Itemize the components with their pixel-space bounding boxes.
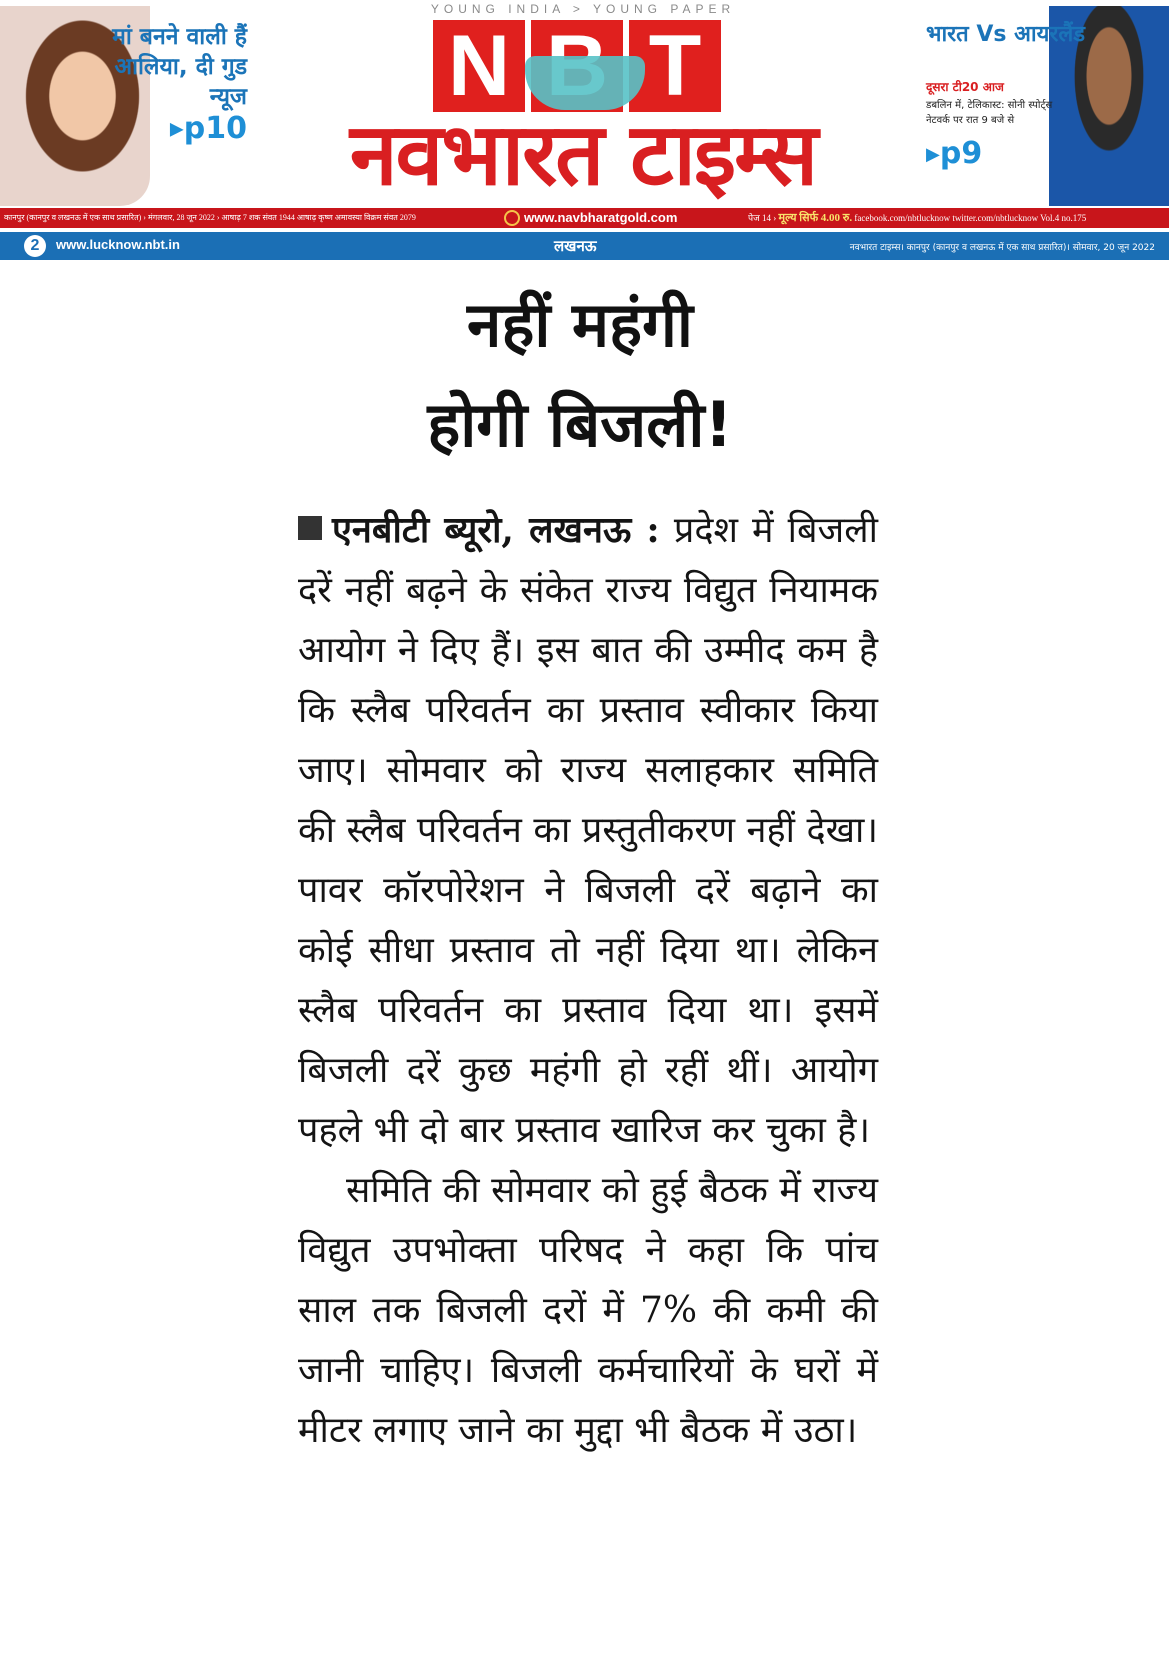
promo-left-page[interactable]: ▶p10 xyxy=(169,111,247,146)
masthead-title: नवभारत टाइम्स xyxy=(349,105,817,205)
article-paragraph-2 xyxy=(298,1161,878,1461)
dateline xyxy=(0,208,1169,228)
headline-line-2: होगी बिजली! xyxy=(427,388,733,461)
article-headline xyxy=(280,275,880,475)
triangle-icon: ▶ xyxy=(926,144,940,165)
promo-right[interactable] xyxy=(910,0,1169,208)
promo-right-title: भारत Vs आयरलैंड xyxy=(926,22,1086,47)
promo-left[interactable] xyxy=(0,0,265,208)
paragraph-2-text: समिति की सोमवार को हुई बैठक में राज्य विद्युत उपभोक्ता परिषद ने कहा कि पांच साल तक बिजली दरों में 7% की कमी की जानी चाहिए। बिजली कर्मचारियों के घरों में मीटर लगाए जाने का मुद्दा भी बैठक में उठा। xyxy=(298,1170,878,1451)
strip-edition-info: नवभारत टाइम्स। कानपुर (कानपुर व लखनऊ में एक साथ प्रसारित)। सोमवार, 20 जून 2022 xyxy=(849,243,1155,253)
headphone-icon xyxy=(504,210,520,226)
promo-right-detail: डबलिन में, टेलिकास्ट: सोनी स्पोर्ट्स नेटवर्क पर रात 9 बजे से xyxy=(926,100,1053,126)
section-strip xyxy=(0,232,1169,260)
social-handles: facebook.com/nbtlucknow twitter.com/nbtlucknow Vol.4 no.175 xyxy=(854,213,1087,223)
tagline: YOUNG INDIA > YOUNG PAPER xyxy=(430,2,736,16)
promo-left-headline: मां बनने वाली हैं आलिया, दी गुड न्यूज xyxy=(112,24,247,110)
section-city: लखनऊ xyxy=(554,237,597,255)
dateline-left: कानपुर (कानपुर व लखनऊ में एक साथ प्रसारित) › मंगलवार, 28 जून 2022 › आषाढ़ 7 शक संवत 1944 आषाढ़ कृष्ण अमावस्या विक्रम संवत 2079 xyxy=(4,213,416,222)
price-label: मूल्य सिर्फ 4.00 रु. xyxy=(778,212,853,224)
dateline-right xyxy=(748,208,1086,228)
masthead xyxy=(0,0,1169,230)
brand xyxy=(288,0,878,210)
logo-letter-t: T xyxy=(629,20,721,112)
article-paragraph-1 xyxy=(298,500,878,1161)
triangle-icon: ▶ xyxy=(169,118,184,140)
site-link[interactable] xyxy=(496,208,691,228)
site-link-label: www.navbharatgold.com xyxy=(524,210,678,225)
strip-site-link[interactable]: www.lucknow.nbt.in xyxy=(56,237,180,252)
page-number-badge: 2 xyxy=(24,235,46,257)
promo-left-text xyxy=(107,22,247,145)
nbt-logo[interactable] xyxy=(433,20,733,112)
paragraph-1-text: प्रदेश में बिजली दरें नहीं बढ़ने के संकेत राज्य विद्युत नियामक आयोग ने दिए हैं। इस बात की उम्मीद कम है कि स्लैब परिवर्तन का प्रस्ताव स्वीकार किया जाए। सोमवार को राज्य सलाहकार समिति की स्लैब परिवर्तन का प्रस्तुतीकरण नहीं देखा। पावर कॉरपोरेशन ने बिजली दरें बढ़ाने का कोई सीधा प्रस्ताव तो नहीं दिया था। लेकिन स्लैब परिवर्तन का प्रस्ताव दिया था। इसमें बिजली दरें कुछ महंगी हो रहीं थीं। आयोग पहले भी दो बार प्रस्ताव खारिज कर चुका है। xyxy=(298,510,878,1151)
promo-right-page[interactable]: ▶p9 xyxy=(926,136,983,171)
page-label: पेज 14 › xyxy=(748,213,777,223)
square-bullet-icon xyxy=(298,516,322,540)
promo-right-subtitle: दूसरा टी20 आज xyxy=(926,80,1004,94)
headline-line-1: नहीं महंगी xyxy=(467,288,693,361)
logo-letter-n: N xyxy=(433,20,525,112)
byline: एनबीटी ब्यूरो, लखनऊ : xyxy=(332,509,660,551)
article-body xyxy=(298,500,878,1461)
